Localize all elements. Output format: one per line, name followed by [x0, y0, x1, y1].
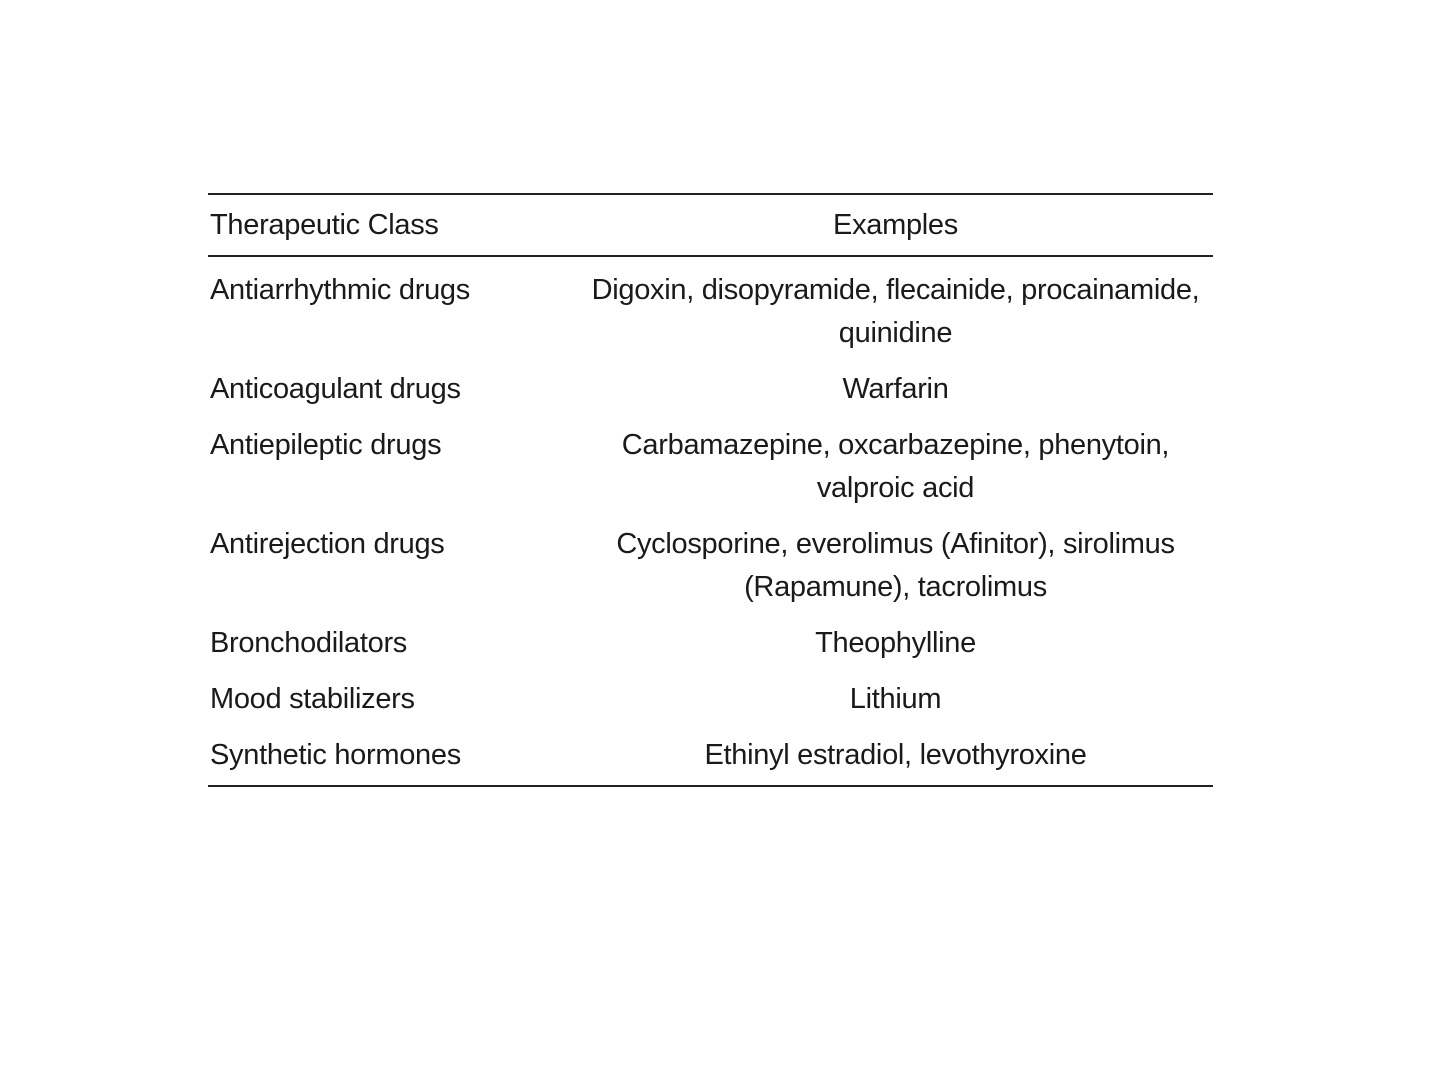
table-row [208, 256, 1213, 355]
examples-cell [578, 411, 1213, 510]
examples-line: Carbamazepine, oxcarbazepine, phenytoin, [621, 429, 1170, 461]
examples-line: Digoxin, disopyramide, flecainide, procainamide, [591, 274, 1200, 306]
table-row [208, 609, 1213, 665]
header-examples: Examples [578, 194, 1213, 256]
header-therapeutic-class: Therapeutic Class [208, 194, 578, 256]
examples-cell [578, 609, 1213, 665]
class-cell: Antirejection drugs [210, 528, 445, 560]
examples-line: Ethinyl estradiol, levothyroxine [704, 739, 1087, 771]
examples-line: quinidine [838, 317, 953, 349]
table-row [208, 355, 1213, 411]
header-row [208, 194, 1213, 256]
class-cell: Synthetic hormones [210, 739, 461, 771]
class-cell: Mood stabilizers [210, 683, 415, 715]
examples-cell [578, 665, 1213, 721]
examples-cell [578, 256, 1213, 355]
table-row [208, 510, 1213, 609]
examples-line: Cyclosporine, everolimus (Afinitor), sirolimus [616, 528, 1175, 560]
class-cell: Antiepileptic drugs [210, 429, 442, 461]
examples-cell [578, 721, 1213, 786]
table-row [208, 665, 1213, 721]
examples-cell [578, 355, 1213, 411]
drug-class-table [208, 193, 1213, 787]
examples-line: valproic acid [816, 472, 975, 504]
examples-line: Lithium [849, 683, 942, 715]
table-body [208, 256, 1213, 786]
drug-class-table-container [208, 193, 1213, 787]
class-cell: Antiarrhythmic drugs [210, 274, 470, 306]
table-row [208, 721, 1213, 786]
class-cell: Bronchodilators [210, 627, 407, 659]
examples-line: Warfarin [842, 373, 949, 405]
class-cell: Anticoagulant drugs [210, 373, 461, 405]
table-header [208, 194, 1213, 256]
examples-line: Theophylline [815, 627, 976, 659]
examples-line: (Rapamune), tacrolimus [744, 571, 1047, 603]
table-row [208, 411, 1213, 510]
examples-cell [578, 510, 1213, 609]
